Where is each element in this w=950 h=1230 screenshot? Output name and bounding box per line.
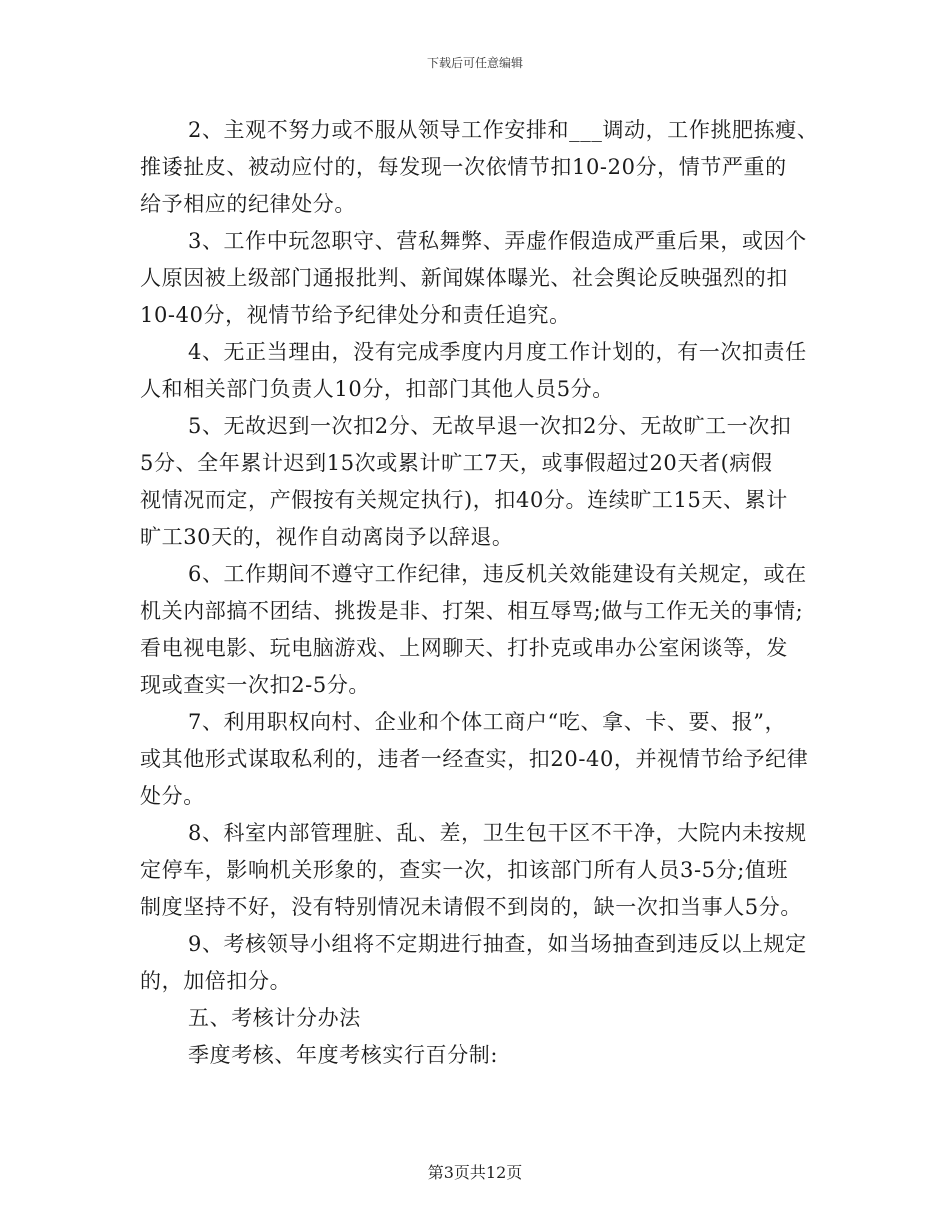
paragraph-line: 看电视电影、玩电脑游戏、上网聊天、打扑克或串办公室闲谈等，发 [140,636,788,660]
paragraph-line: 4、无正当理由，没有完成季度内月度工作计划的，有一次扣责任 [188,340,807,364]
paragraph [140,556,812,704]
paragraph [140,408,812,556]
paragraph-line: 给予相应的纪律处分。 [140,192,356,216]
paragraph-line: 现或查实一次扣2-5分。 [140,673,371,697]
paragraph-line: 6、工作期间不遵守工作纪律，违反机关效能建设有关规定，或在 [188,562,807,586]
paragraph-line: 推诿扯皮、被动应付的，每发现一次依情节扣10-20分，情节严重的 [140,155,787,179]
paragraph-line: 5分、全年累计迟到15次或累计旷工7天，或事假超过20天者(病假 [140,451,773,475]
paragraph [140,815,812,926]
paragraph-line: 季度考核、年度考核实行百分制: [188,1043,499,1067]
paragraph-line: 制度坚持不好，没有特别情况未请假不到岗的，缺一次扣当事人5分。 [140,895,802,919]
paragraph-line: 视情况而定，产假按有关规定执行)，扣40分。连续旷工15天、累计 [140,488,788,512]
paragraph-line: 10-40分，视情节给予纪律处分和责任追究。 [140,303,571,327]
page-number: 第3页共12页 [427,1163,523,1182]
page-header: 下载后可任意编辑 [426,56,523,70]
paragraph [140,704,812,815]
paragraph-line: 7、利用职权向村、企业和个体工商户“吃、拿、卡、要、报”， [188,710,787,734]
paragraph-line: 5、无故迟到一次扣2分、无故早退一次扣2分、无故旷工一次扣 [188,414,792,438]
paragraph-line: 人原因被上级部门通报批判、新闻媒体曝光、社会舆论反映强烈的扣 [140,266,788,290]
paragraph-line: 或其他形式谋取私利的，违者一经查实，扣20-40，并视情节给予纪律 [140,747,809,771]
paragraph-line: 定停车，影响机关形象的，查实一次，扣该部门所有人员3-5分;值班 [140,858,789,882]
paragraph-line: 人和相关部门负责人10分，扣部门其他人员5分。 [140,377,614,401]
paragraph-line: 8、科室内部管理脏、乱、差，卫生包干区不干净，大院内未按规 [188,821,807,845]
paragraph-line: 旷工30天的，视作自动离岗予以辞退。 [140,525,514,549]
paragraph [140,334,812,408]
paragraph-line: 2、主观不努力或不服从领导工作安排和___调动，工作挑肥拣瘦、 [188,118,819,142]
paragraph-line: 处分。 [140,784,205,808]
paragraph [140,1037,812,1074]
paragraph [140,223,812,334]
paragraph [140,1000,812,1037]
paragraph-line: 3、工作中玩忽职守、营私舞弊、弄虚作假造成严重后果，或因个 [188,229,807,253]
paragraph-line: 五、考核计分办法 [188,1006,361,1030]
paragraph-line: 的，加倍扣分。 [140,969,292,993]
paragraph [140,112,819,223]
paragraph-line: 9、考核领导小组将不定期进行抽查，如当场抽查到违反以上规定 [188,932,807,956]
paragraph-line: 机关内部搞不团结、挑拨是非、打架、相互辱骂;做与工作无关的事情; [140,599,804,623]
document-body [140,112,819,1074]
paragraph [140,926,812,1000]
